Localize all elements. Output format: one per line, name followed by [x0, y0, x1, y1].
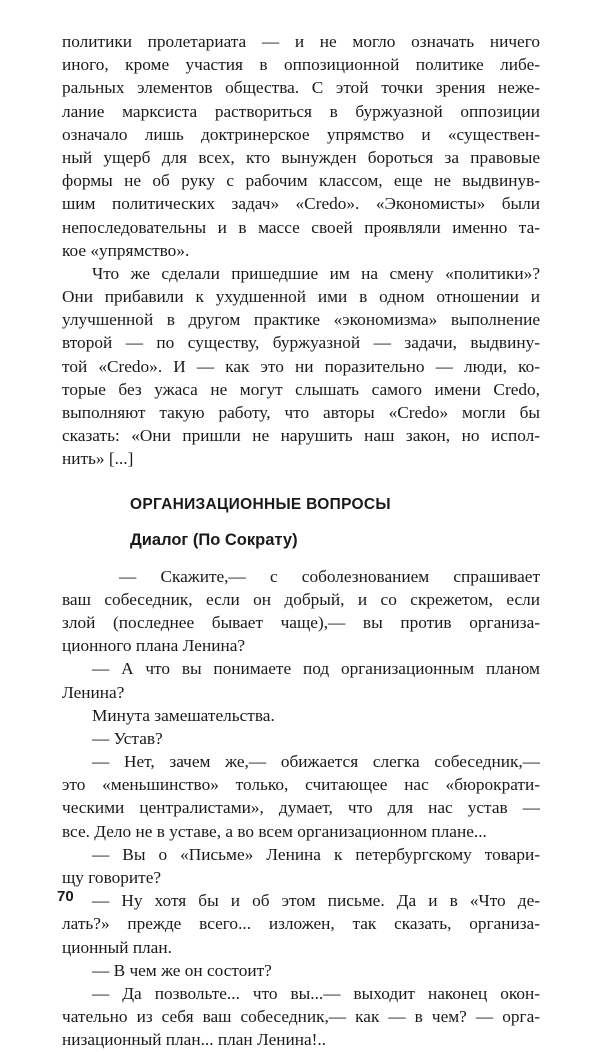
text-line: формы не об руку с рабочим классом, еще не выдвинув- [62, 171, 540, 191]
dialogue-line: — А что вы понимаете под организационным планом [92, 659, 540, 679]
dialogue-line: ционного плана Ленина? [62, 636, 246, 656]
dialogue-line: Ленина? [62, 682, 125, 702]
dialogue-line: — Скажите,— с соболезнованием спрашивает [119, 566, 540, 586]
text-line: сказать: «Они пришли не нарушить наш закон, но испол- [62, 426, 540, 446]
dialogue-line: лать?» прежде всего... изложен, так сказать, организа- [62, 914, 540, 934]
spacer [62, 471, 540, 493]
text-line: второй — по существу, буржуазной — задачи, выдвину- [62, 333, 540, 353]
section-heading: ОРГАНИЗАЦИОННЫЕ ВОПРОСЫ [130, 495, 391, 513]
dialogue-line: низационный план... план Ленина!.. [62, 1030, 327, 1050]
dialogue-line: ционный план. [62, 937, 172, 957]
text-line: той «Credo». И — как это ни поразительно — люди, ко- [62, 356, 540, 376]
text-line: политики пролетариата — и не могло означать ничего [62, 32, 540, 51]
text-line: Что же сделали пришедшие им на смену «политики»? [92, 263, 540, 283]
text-line: нить» [...] [62, 449, 134, 469]
spacer [62, 552, 540, 565]
text-line: ный ущерб для всех, кто вынужден бороться за правовые [62, 147, 540, 167]
text-line: шим политических задач» «Credo». «Экономисты» были [62, 194, 540, 214]
dialogue-line: — Да позвольте... что вы...— выходит наконец окон- [92, 983, 540, 1003]
dialogue-subheading: Диалог (По Сократу) [130, 530, 298, 549]
text-line: лание марксиста раствориться в буржуазной оппозиции [62, 101, 540, 121]
paragraph-2 [62, 262, 540, 471]
text-line: торые без ужаса не могут слышать самого имени Credo, [62, 379, 540, 399]
paragraph-1 [62, 30, 540, 262]
text-line: Они прибавили к ухудшенной ими в одном отношении и [62, 287, 540, 307]
dialogue-line: — Нет, зачем же,— обижается слегка собеседник,— [92, 752, 540, 772]
dialogue-line: злой (последнее бывает чаще),— вы против организа- [62, 612, 540, 632]
dialogue-line: — Устав? [92, 728, 163, 748]
dialogue-line: щу говорите? [62, 868, 162, 887]
dialogue-line: все. Дело не в уставе, а во всем организационном плане... [62, 821, 487, 841]
text-line: кое «упрямство». [62, 240, 190, 260]
text-line: иного, кроме участия в оппозиционной политике либе- [62, 55, 540, 75]
page-number: 70 [57, 888, 74, 905]
text-line: выполняют такую работу, что авторы «Credo» могли бы [62, 403, 540, 422]
dialogue-line: Минута замешательства. [92, 705, 275, 725]
text-line: означало лишь доктринерское упрямство и «существен- [62, 124, 540, 144]
dialogue-line: — В чем же он состоит? [92, 960, 272, 980]
text-line: ральных элементов общества. С этой точки зрения неже- [62, 78, 540, 98]
dialogue-line: ваш собеседник, если он добрый, и со скрежетом, если [62, 589, 540, 609]
dialogue-section [62, 565, 540, 1052]
dialogue-line: — Вы о «Письме» Ленина к петербургскому товари- [92, 844, 540, 864]
text-line: непоследовательны и в массе своей проявляли именно та- [62, 217, 540, 237]
dialogue-line: — Ну хотя бы и об этом письме. Да и в «Что де- [92, 891, 540, 911]
dialogue-line: чательно из себя ваш собеседник,— как — в чем? — орга- [62, 1007, 540, 1027]
dialogue-line: ческими централистами», думает, что для нас устав — [62, 798, 540, 818]
text-line: улучшенной в другом практике «экономизма» выполнение [62, 310, 540, 330]
page [62, 30, 540, 1050]
dialogue-line: это «меньшинство» только, считающее нас «бюрократи- [62, 775, 540, 795]
